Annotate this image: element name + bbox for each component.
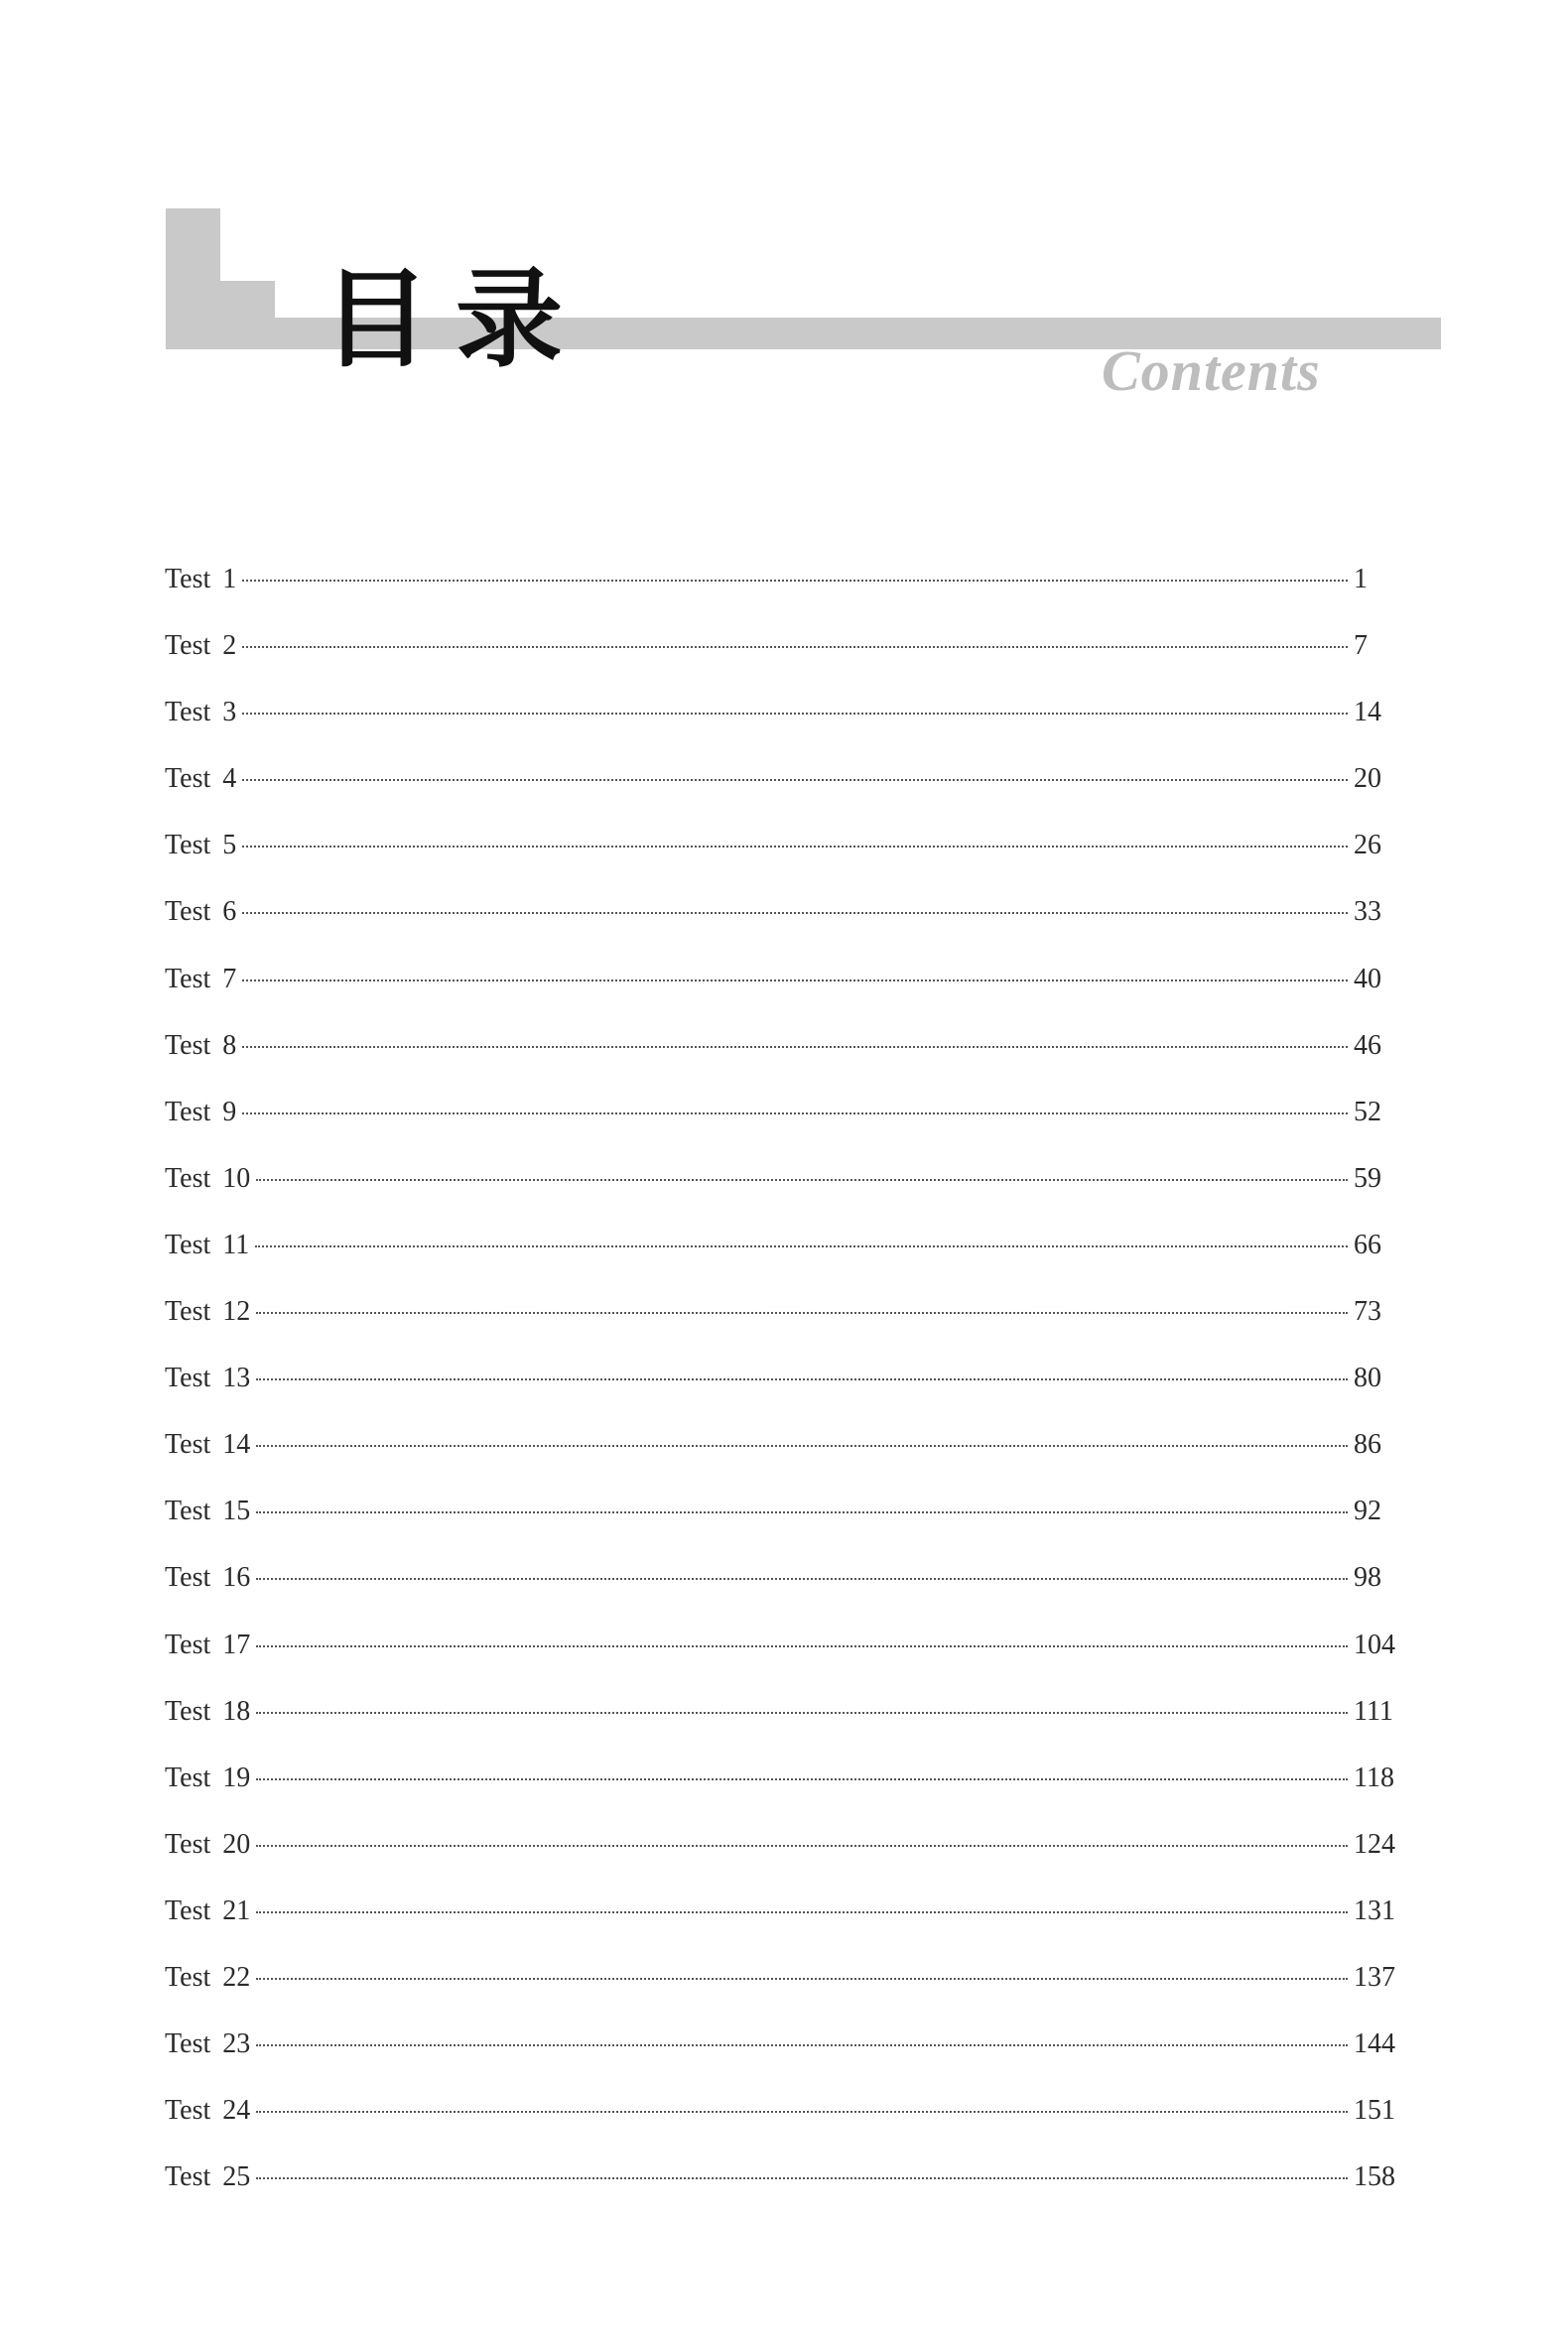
toc-entry-title: [165, 755, 236, 803]
toc-entry-label: Test: [165, 963, 211, 994]
toc-entry[interactable]: [165, 1954, 1405, 2021]
toc-entry-number: 14: [222, 1429, 251, 1461]
toc-entry-number: 15: [222, 1496, 251, 1527]
dot-leader: [256, 1845, 1348, 1847]
toc-entry-title: [165, 1288, 250, 1336]
toc-entry-title: [165, 1622, 250, 1669]
toc-entry[interactable]: [165, 622, 1405, 689]
toc-entry-page-number: 7: [1354, 630, 1368, 662]
toc-entry-number: 4: [222, 763, 237, 795]
toc-entry-page-number: 80: [1354, 1363, 1381, 1394]
contents-header: [0, 0, 1568, 417]
toc-entry-number: 5: [222, 830, 237, 861]
toc-entry-label: Test: [165, 1762, 211, 1793]
toc-entry-number: 21: [222, 1894, 251, 1926]
toc-entry-page-number: 86: [1354, 1429, 1381, 1461]
toc-entry-title: [165, 2021, 250, 2068]
toc-entry[interactable]: [165, 1888, 1405, 1954]
dot-leader: [242, 779, 1348, 781]
dot-leader: [256, 1911, 1348, 1913]
toc-entry[interactable]: [165, 1089, 1405, 1155]
toc-entry-number: 13: [222, 1363, 251, 1394]
toc-entry-number: 24: [222, 2095, 251, 2127]
toc-entry-label: Test: [165, 763, 211, 795]
dot-leader: [256, 1179, 1348, 1181]
toc-entry-title: [165, 1488, 250, 1535]
toc-entry-title: [165, 1888, 250, 1935]
toc-entry[interactable]: [165, 1688, 1405, 1755]
toc-entry[interactable]: [165, 2154, 1405, 2220]
dot-leader: [242, 646, 1348, 648]
toc-entry-number: 12: [222, 1296, 251, 1328]
toc-entry[interactable]: [165, 822, 1405, 888]
toc-entry-number: 19: [222, 1762, 251, 1793]
toc-entry[interactable]: [165, 2087, 1405, 2154]
toc-entry-label: Test: [165, 1029, 211, 1061]
toc-entry-page-number: 59: [1354, 1162, 1381, 1194]
dot-leader: [256, 2044, 1348, 2046]
toc-entry[interactable]: [165, 689, 1405, 755]
toc-entry-page-number: 14: [1354, 697, 1381, 728]
dot-leader: [242, 912, 1348, 914]
toc-entry-title: [165, 622, 236, 670]
toc-entry-title: [165, 1355, 250, 1402]
toc-entry-label: Test: [165, 1429, 211, 1461]
toc-entry-title: [165, 1421, 250, 1469]
toc-entry-number: 2: [222, 630, 237, 662]
page-title-chinese: 目录: [323, 257, 589, 382]
toc-entry-page-number: 124: [1354, 1828, 1395, 1860]
dot-leader: [256, 1978, 1348, 1980]
dot-leader: [256, 2111, 1348, 2113]
toc-entry-page-number: 98: [1354, 1562, 1381, 1594]
toc-entry-page-number: 144: [1354, 2028, 1395, 2060]
toc-entry-label: Test: [165, 1229, 211, 1260]
dot-leader: [242, 846, 1348, 848]
toc-entry-number: 16: [222, 1562, 251, 1594]
dot-leader: [242, 713, 1348, 715]
toc-entry[interactable]: [165, 1355, 1405, 1421]
toc-entry[interactable]: [165, 1821, 1405, 1888]
toc-entry-label: Test: [165, 2161, 211, 2193]
toc-entry-page-number: 158: [1354, 2161, 1395, 2193]
toc-entry-number: 23: [222, 2028, 251, 2060]
toc-entry-page-number: 52: [1354, 1096, 1381, 1127]
dot-leader: [255, 1245, 1348, 1247]
toc-entry-label: Test: [165, 1096, 211, 1127]
toc-entry-number: 18: [222, 1695, 251, 1727]
toc-entry-page-number: 111: [1354, 1695, 1393, 1727]
toc-entry[interactable]: [165, 1622, 1405, 1688]
toc-entry-number: 25: [222, 2161, 251, 2193]
toc-entry-number: 17: [222, 1629, 251, 1660]
toc-entry-label: Test: [165, 1162, 211, 1194]
toc-entry-number: 3: [222, 697, 237, 728]
toc-entry-title: [165, 1022, 236, 1070]
toc-entry-number: 6: [222, 896, 237, 928]
toc-entry-label: Test: [165, 564, 211, 594]
toc-entry[interactable]: [165, 888, 1405, 955]
dot-leader: [242, 1112, 1348, 1114]
toc-entry-page-number: 33: [1354, 896, 1381, 928]
toc-entry-label: Test: [165, 1894, 211, 1926]
toc-entry[interactable]: [165, 755, 1405, 822]
toc-entry-page-number: 46: [1354, 1029, 1381, 1061]
toc-entry-label: Test: [165, 1828, 211, 1860]
toc-entry-number: 20: [222, 1828, 251, 1860]
toc-entry-page-number: 1: [1354, 564, 1368, 594]
dot-leader: [256, 2177, 1348, 2179]
toc-entry[interactable]: [165, 956, 1405, 1022]
dot-leader: [256, 1645, 1348, 1647]
toc-entry-title: [165, 1222, 249, 1269]
toc-entry-label: Test: [165, 1363, 211, 1394]
toc-entry-page-number: 151: [1354, 2095, 1395, 2127]
page-title-english: Contents: [1102, 338, 1321, 403]
toc-entry-title: [165, 1089, 236, 1136]
toc-entry-page-number: 66: [1354, 1229, 1381, 1260]
toc-entry[interactable]: [165, 1222, 1405, 1288]
toc-entry-number: 1: [222, 564, 237, 594]
toc-entry-page-number: 118: [1354, 1762, 1394, 1793]
toc-entry-title: [165, 822, 236, 869]
toc-entry-page-number: 131: [1354, 1894, 1395, 1926]
dot-leader: [242, 1046, 1348, 1048]
toc-entry[interactable]: [165, 1022, 1405, 1089]
toc-entry-number: 10: [222, 1162, 251, 1194]
toc-entry-title: [165, 1821, 250, 1869]
toc-entry-title: [165, 1954, 250, 2002]
toc-entry[interactable]: [165, 2021, 1405, 2087]
toc-entry[interactable]: [165, 1288, 1405, 1355]
toc-entry-label: Test: [165, 1496, 211, 1527]
toc-entry-number: 7: [222, 963, 237, 994]
toc-entry-number: 9: [222, 1096, 237, 1127]
toc-entry-number: 8: [222, 1029, 237, 1061]
toc-entry-label: Test: [165, 1562, 211, 1594]
toc-entry-label: Test: [165, 697, 211, 728]
dot-leader: [256, 1578, 1348, 1580]
toc-entry-label: Test: [165, 1961, 211, 1993]
dot-leader: [256, 1312, 1348, 1314]
dot-leader: [256, 1511, 1348, 1513]
toc-entry-title: [165, 956, 236, 1003]
dot-leader: [256, 1378, 1348, 1380]
dot-leader: [256, 1445, 1348, 1447]
dot-leader: [242, 580, 1348, 582]
dot-leader: [256, 1778, 1348, 1780]
toc-entry-title: [165, 1554, 250, 1602]
toc-entry-title: [165, 2154, 250, 2201]
toc-entry[interactable]: [165, 1755, 1405, 1821]
toc-entry-title: [165, 1155, 250, 1203]
toc-entry-title: [165, 1755, 250, 1802]
toc-entry-page-number: 92: [1354, 1496, 1381, 1527]
toc-entry-label: Test: [165, 896, 211, 928]
toc-entry-page-number: 104: [1354, 1629, 1395, 1660]
toc-entry-title: [165, 888, 236, 936]
toc-entry-page-number: 20: [1354, 763, 1381, 795]
toc-entry-title: [165, 556, 236, 603]
toc-entry[interactable]: [165, 1488, 1405, 1554]
dot-leader: [256, 1712, 1348, 1714]
toc-entry[interactable]: [165, 1554, 1405, 1621]
toc-entry[interactable]: [165, 1155, 1405, 1222]
toc-entry-number: 11: [222, 1229, 250, 1260]
toc-entry-label: Test: [165, 2028, 211, 2060]
toc-entry-label: Test: [165, 630, 211, 662]
toc-entry[interactable]: [165, 1421, 1405, 1488]
toc-entry-label: Test: [165, 1629, 211, 1660]
toc-entry-title: [165, 689, 236, 736]
toc-entry-page-number: 26: [1354, 830, 1381, 861]
toc-entry-label: Test: [165, 1695, 211, 1727]
dot-leader: [242, 979, 1348, 981]
toc-entry-title: [165, 2087, 250, 2135]
toc-entry[interactable]: [165, 556, 1405, 622]
toc-entry-page-number: 73: [1354, 1296, 1381, 1328]
toc-entry-title: [165, 1688, 250, 1736]
toc-entry-number: 22: [222, 1961, 251, 1993]
toc-entry-page-number: 40: [1354, 963, 1381, 994]
toc-entry-label: Test: [165, 1296, 211, 1328]
toc-entry-label: Test: [165, 830, 211, 861]
toc-entry-page-number: 137: [1354, 1961, 1395, 1993]
table-of-contents: [165, 556, 1405, 2220]
toc-entry-label: Test: [165, 2095, 211, 2127]
